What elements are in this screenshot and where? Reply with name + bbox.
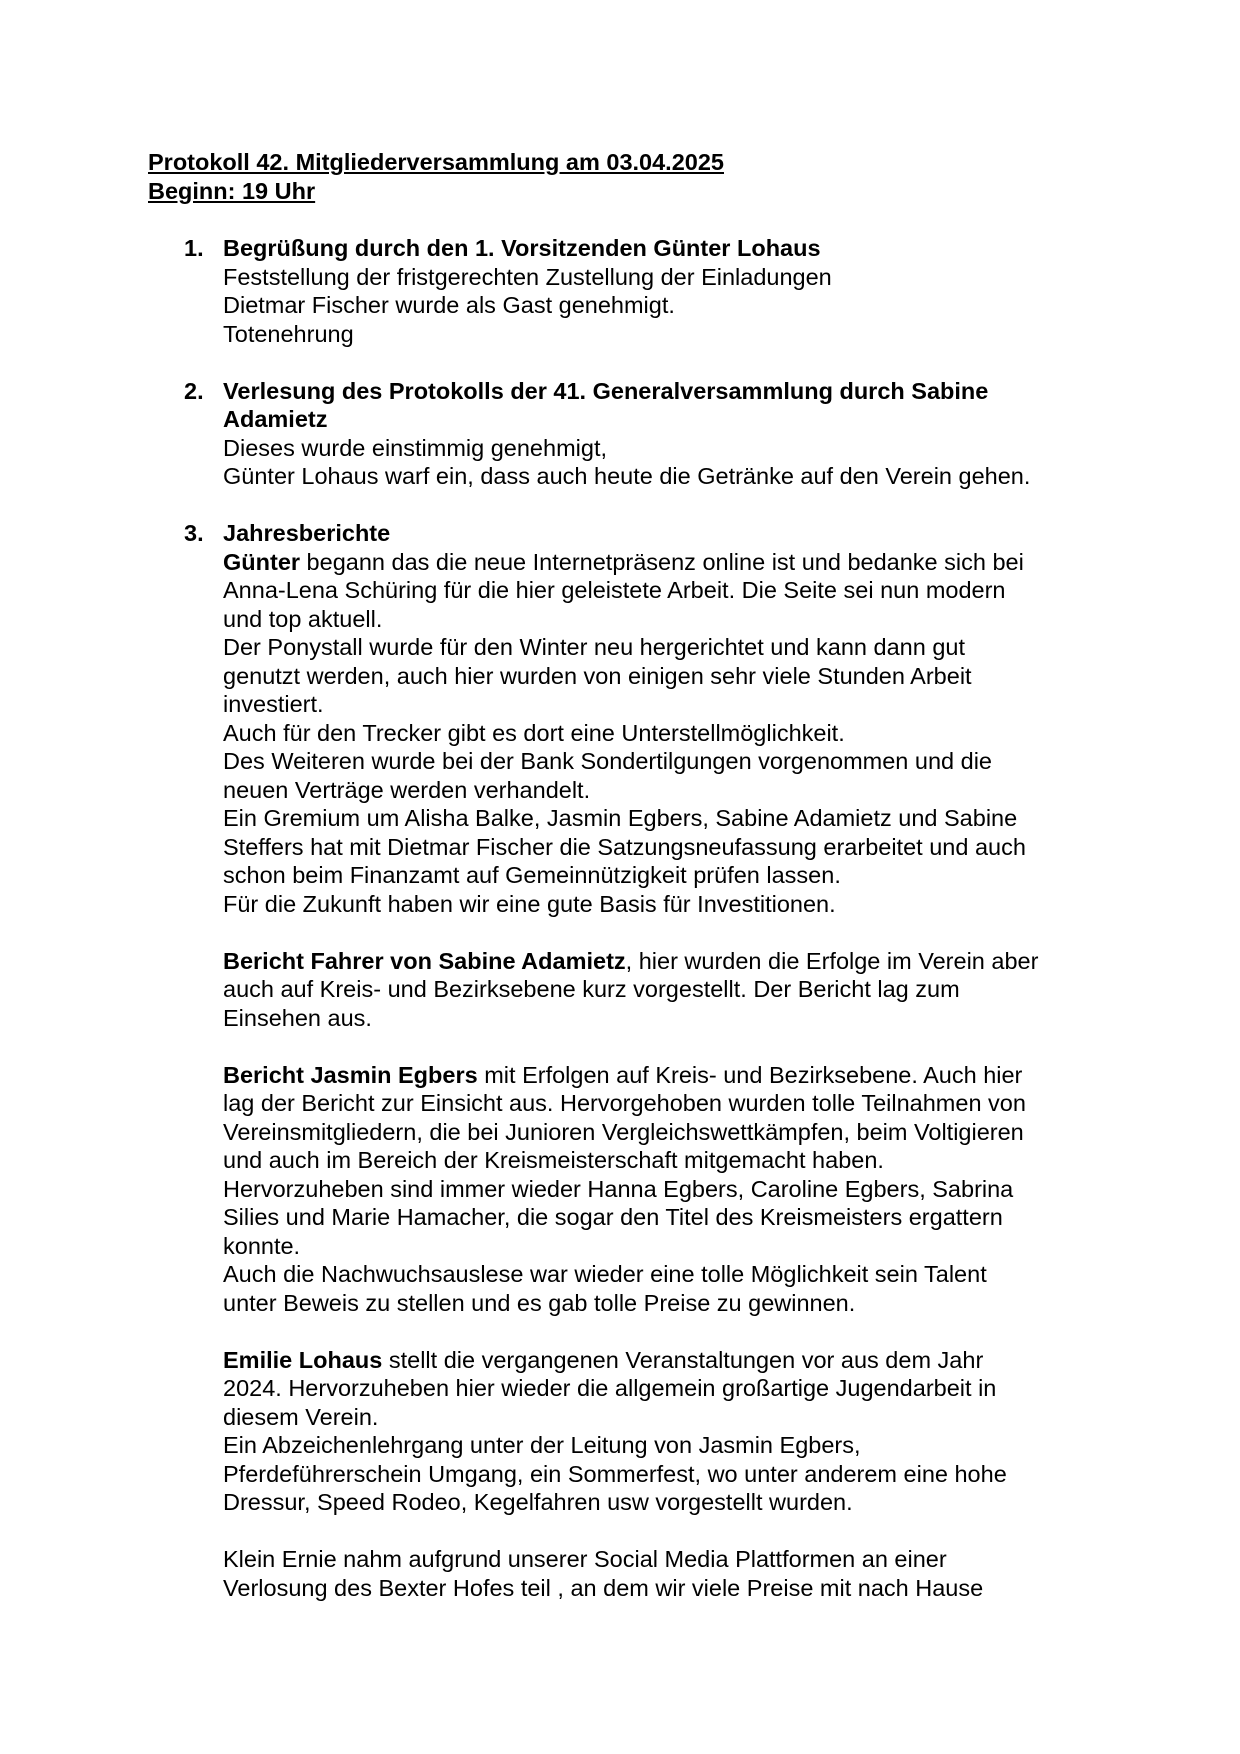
agenda-item	[0, 377, 1103, 491]
text-line: Hervorzuheben sind immer wieder Hanna Egbers, Caroline Egbers, Sabrina	[223, 1175, 1014, 1202]
text-line: neuen Verträge werden verhandelt.	[223, 776, 591, 803]
report-paragraph	[223, 548, 1103, 919]
report-paragraph	[223, 1061, 1103, 1318]
report-author: Bericht Jasmin Egbers	[223, 1061, 478, 1088]
text-line: diesem Verein.	[223, 1403, 379, 1430]
text-line: Für die Zukunft haben wir eine gute Basis für Investitionen.	[223, 890, 836, 917]
text-line: und auch im Bereich der Kreismeisterschaft mitgemacht haben.	[223, 1147, 884, 1173]
text-line: Emilie Lohaus stellt die vergangenen Veranstaltungen vor aus dem Jahr	[223, 1346, 984, 1373]
text-line: Pferdeführerschein Umgang, ein Sommerfest, wo unter anderem eine hohe	[223, 1460, 1007, 1487]
agenda-item	[0, 234, 1103, 348]
text-line: investiert.	[223, 691, 324, 717]
text-line: Dressur, Speed Rodeo, Kegelfahren usw vorgestellt wurden.	[223, 1489, 853, 1515]
report-paragraph	[223, 947, 1103, 1033]
agenda-item-number: 2.	[184, 377, 204, 404]
text-line: und top aktuell.	[223, 605, 383, 632]
agenda-item-heading: Jahresberichte	[223, 520, 391, 546]
report-author: Günter	[223, 548, 301, 575]
text-line: Verlosung des Bexter Hofes teil , an dem wir viele Preise mit nach Hause	[223, 1574, 984, 1601]
text-line: Vereinsmitgliedern, die bei Junioren Vergleichswettkämpfen, beim Voltigieren	[223, 1118, 1024, 1145]
text-line: Ein Abzeichenlehrgang unter der Leitung von Jasmin Egbers,	[223, 1432, 861, 1458]
text-line: Bericht Fahrer von Sabine Adamietz, hier wurden die Erfolge im Verein aber	[223, 947, 1039, 974]
report-author: Emilie Lohaus	[223, 1346, 383, 1373]
text-line: unter Beweis zu stellen und es gab tolle Preise zu gewinnen.	[223, 1289, 856, 1316]
text-line: Feststellung der fristgerechten Zustellung der Einladungen	[223, 263, 832, 290]
agenda-item-number: 1.	[184, 235, 204, 261]
text-line: Klein Ernie nahm aufgrund unserer Social Media Plattformen an einer	[223, 1546, 947, 1572]
text-line: schon beim Finanzamt auf Gemeinnützigkeit prüfen lassen.	[223, 862, 841, 888]
text-line: Anna-Lena Schüring für die hier geleistete Arbeit. Die Seite sei nun modern	[223, 577, 1006, 603]
text-line: lag der Bericht zur Einsicht aus. Hervorgehoben wurden tolle Teilnahmen von	[223, 1090, 1026, 1116]
text-line: Des Weiteren wurde bei der Bank Sondertilgungen vorgenommen und die	[223, 748, 993, 774]
agenda-list	[0, 234, 1240, 1631]
meeting-start-time: Beginn: 19 Uhr	[148, 177, 316, 204]
document-title: Protokoll 42. Mitgliederversammlung am 03.04.2025	[148, 149, 724, 175]
agenda-item	[0, 519, 1103, 1602]
agenda-item-heading: Verlesung des Protokolls der 41. Generalversammlung durch Sabine Adamietz	[223, 377, 989, 432]
text-line: Totenehrung	[223, 320, 354, 347]
text-line: genutzt werden, auch hier wurden von einigen sehr viele Stunden Arbeit	[223, 662, 972, 689]
text-line: Günter begann das die neue Internetpräsenz online ist und bedanke sich bei	[223, 548, 1024, 575]
text-line: Einsehen aus.	[223, 1004, 372, 1031]
text-line: Bericht Jasmin Egbers mit Erfolgen auf Kreis- und Bezirksebene. Auch hier	[223, 1061, 1023, 1088]
agenda-item-heading: Begrüßung durch den 1. Vorsitzenden Günter Lohaus	[223, 235, 821, 261]
document-header	[148, 148, 724, 205]
text-line: Auch die Nachwuchsauslese war wieder eine tolle Möglichkeit sein Talent	[223, 1261, 987, 1287]
text-line: Günter Lohaus warf ein, dass auch heute die Getränke auf den Verein gehen.	[223, 463, 1031, 489]
text-line: Ein Gremium um Alisha Balke, Jasmin Egbers, Sabine Adamietz und Sabine	[223, 805, 1018, 831]
text-line: Dieses wurde einstimmig genehmigt,	[223, 434, 607, 461]
report-paragraph	[223, 1346, 1103, 1517]
text-line: Steffers hat mit Dietmar Fischer die Satzungsneufassung erarbeitet und auch	[223, 833, 1026, 860]
text-line: Auch für den Trecker gibt es dort eine Unterstellmöglichkeit.	[223, 719, 845, 746]
text-line: auch auf Kreis- und Bezirksebene kurz vorgestellt. Der Bericht lag zum	[223, 976, 960, 1002]
report-author: Bericht Fahrer von Sabine Adamietz	[223, 947, 626, 974]
text-line: Silies und Marie Hamacher, die sogar den Titel des Kreismeisters ergattern	[223, 1204, 1003, 1230]
text-line: 2024. Hervorzuheben hier wieder die allgemein großartige Jugendarbeit in	[223, 1375, 997, 1401]
agenda-item-number: 3.	[184, 520, 204, 546]
report-paragraph	[223, 1545, 1103, 1602]
text-line: Dietmar Fischer wurde als Gast genehmigt.	[223, 292, 675, 318]
text-line: konnte.	[223, 1232, 301, 1259]
text-line: Der Ponystall wurde für den Winter neu hergerichtet und kann dann gut	[223, 634, 965, 660]
